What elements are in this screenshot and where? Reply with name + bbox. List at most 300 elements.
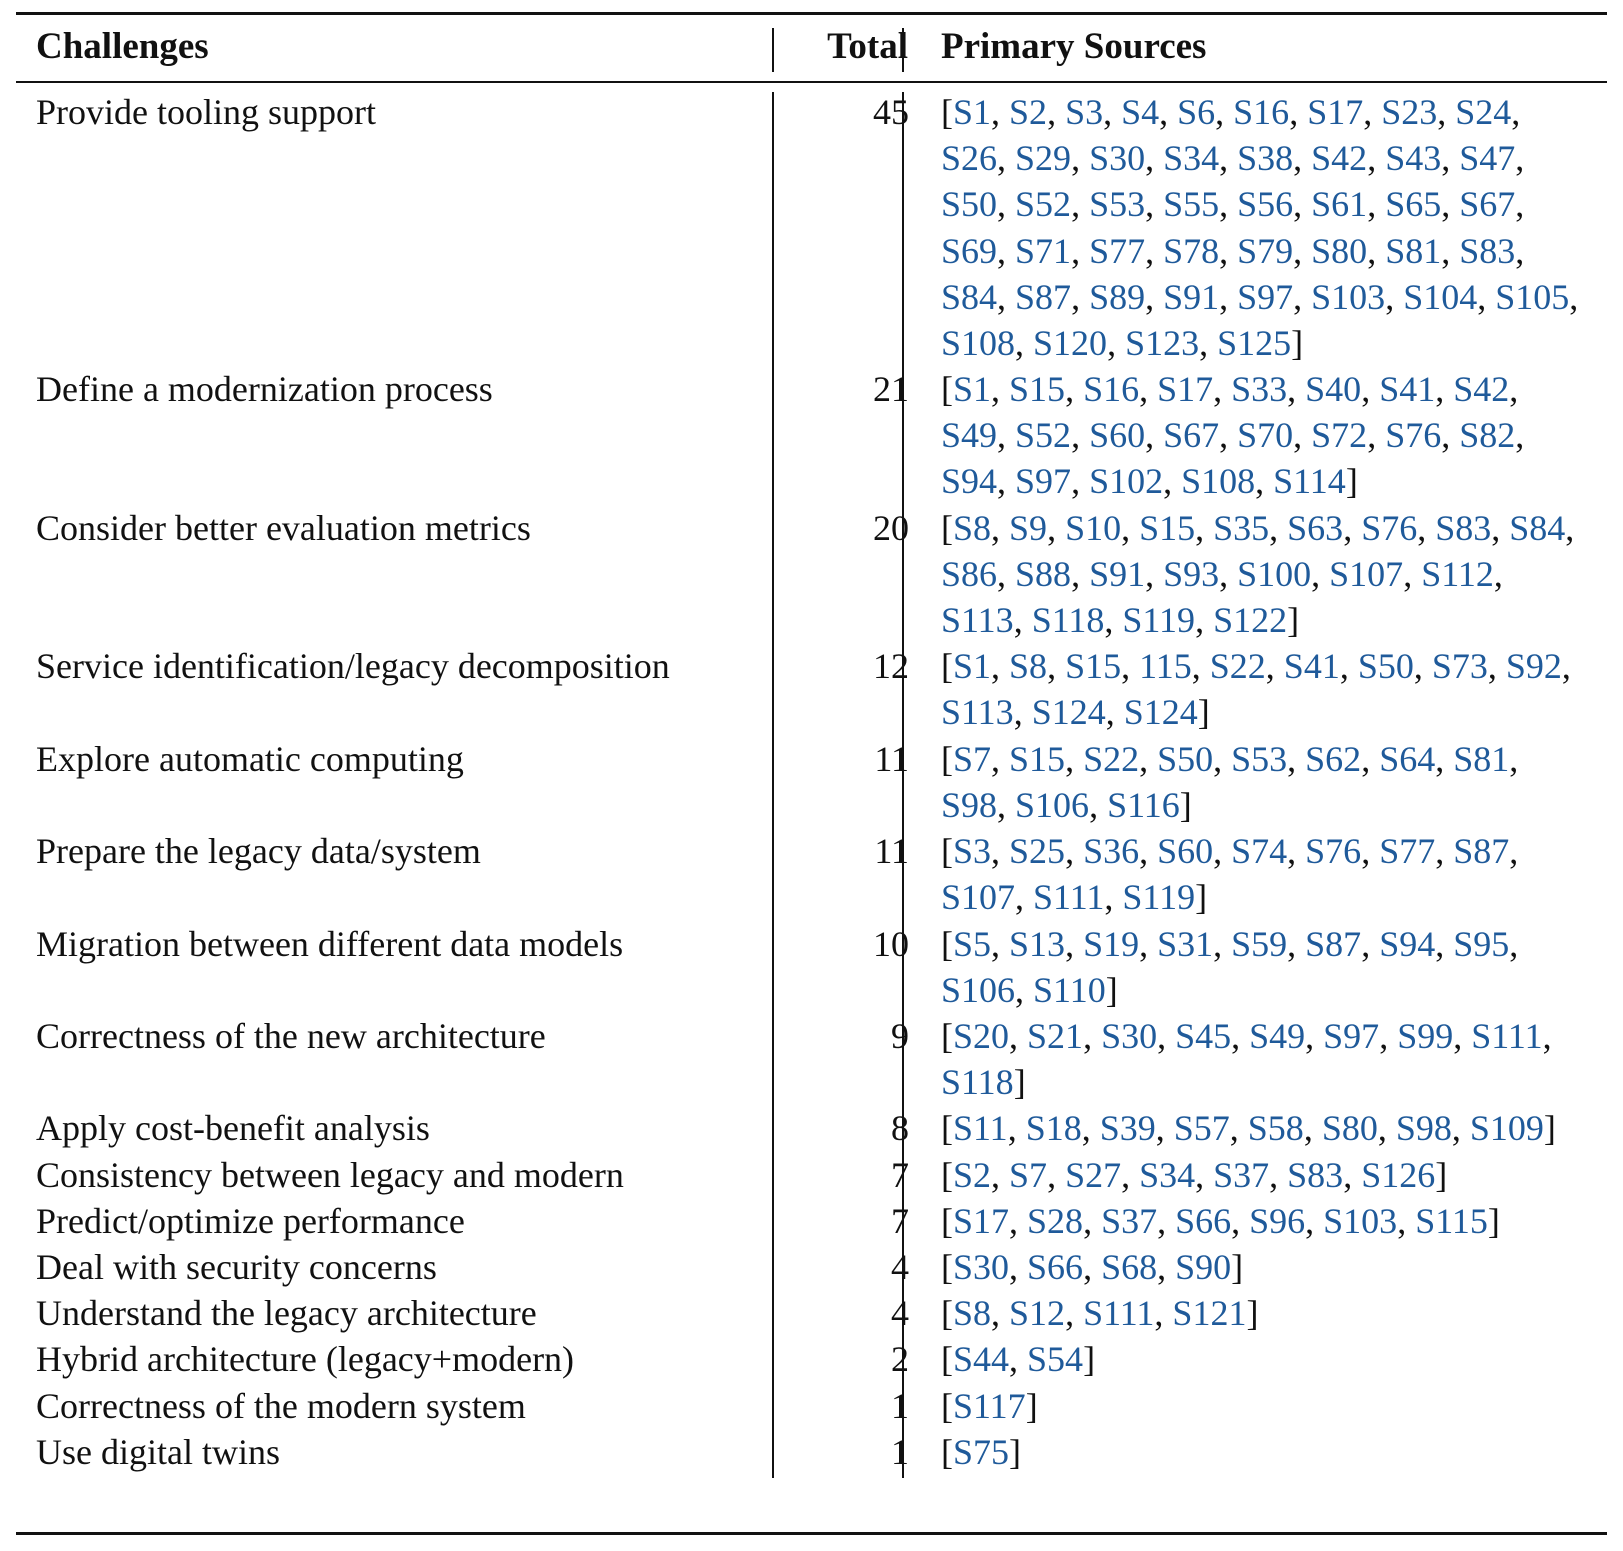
separator: , (1361, 924, 1380, 964)
source-reference-link[interactable]: S113 (941, 600, 1014, 641)
challenge-cell: Prepare the legacy data/system (36, 831, 481, 871)
source-reference-link[interactable]: S109 (1469, 1108, 1544, 1148)
open-bracket: [ (941, 508, 953, 548)
source-reference-link[interactable]: S35 (1213, 508, 1270, 548)
separator: , (1047, 646, 1066, 686)
source-reference-link[interactable]: S8 (1009, 646, 1048, 686)
separator: , (1145, 230, 1164, 271)
source-reference-link[interactable]: S97 (1237, 276, 1294, 317)
source-reference-link[interactable]: S113 (941, 692, 1014, 733)
source-reference-link[interactable]: S73 (1431, 646, 1488, 686)
source-reference-link[interactable]: S16 (1233, 92, 1290, 132)
source-reference-link[interactable]: S13 (1009, 924, 1066, 964)
challenge-cell: Correctness of the modern system (36, 1386, 526, 1426)
source-reference-link[interactable]: S52 (1015, 184, 1072, 225)
open-bracket: [ (941, 1293, 953, 1333)
separator: , (1311, 554, 1330, 595)
source-reference-link[interactable]: S69 (941, 230, 998, 271)
source-reference-link[interactable]: S54 (1027, 1339, 1084, 1379)
open-bracket: [ (941, 92, 953, 132)
separator: , (1435, 831, 1454, 871)
source-reference-link[interactable]: S31 (1157, 924, 1214, 964)
source-reference-link[interactable]: S28 (1027, 1201, 1084, 1241)
source-reference-link[interactable]: S15 (1065, 646, 1122, 686)
source-reference-link[interactable]: S108 (1181, 461, 1256, 502)
source-reference-link[interactable]: S1 (953, 92, 992, 132)
source-reference-link[interactable]: S60 (1089, 415, 1146, 456)
separator: , (1009, 1016, 1028, 1056)
separator: , (1487, 646, 1506, 686)
challenge-cell: Hybrid architecture (legacy+modern) (36, 1339, 575, 1379)
separator: , (1071, 138, 1090, 179)
source-reference-link[interactable]: S114 (1273, 461, 1346, 502)
separator: , (1561, 646, 1571, 686)
source-reference-link[interactable]: S111 (1033, 877, 1105, 918)
close-bracket: ] (1009, 1432, 1022, 1472)
source-reference-link[interactable]: S126 (1361, 1155, 1436, 1195)
separator: , (1047, 1155, 1066, 1195)
source-reference-link[interactable]: S17 (1307, 92, 1364, 132)
close-bracket: ] (1543, 1108, 1556, 1148)
bottom-rule (16, 1532, 1607, 1535)
separator: , (1515, 184, 1525, 225)
source-reference-link[interactable]: S50 (1357, 646, 1414, 686)
source-reference-link[interactable]: S123 (1125, 322, 1200, 363)
total-cell: 11 (874, 831, 909, 871)
source-reference-link[interactable]: S56 (1237, 184, 1294, 225)
source-reference-link[interactable]: S15 (1139, 508, 1196, 548)
challenge-cell: Define a modernization process (36, 369, 493, 409)
source-reference-link[interactable]: S12 (1009, 1293, 1066, 1333)
separator: , (1145, 415, 1164, 456)
source-reference-link[interactable]: S7 (953, 739, 992, 779)
separator: , (1121, 508, 1140, 548)
source-reference-link[interactable]: S106 (1015, 785, 1090, 826)
source-reference-link[interactable]: S68 (1101, 1247, 1158, 1287)
source-reference-link[interactable]: S112 (1421, 554, 1494, 595)
source-reference-link[interactable]: S95 (1453, 924, 1510, 964)
source-reference-link[interactable]: S22 (1209, 646, 1266, 686)
separator: , (1195, 1155, 1214, 1195)
source-reference-link[interactable]: S64 (1379, 739, 1436, 779)
separator: , (1397, 1201, 1416, 1241)
separator: , (991, 92, 1010, 132)
separator: , (1515, 230, 1525, 271)
source-reference-link[interactable]: S17 (1157, 369, 1214, 409)
sources-line (941, 504, 1601, 550)
challenge-cell: Understand the legacy architecture (36, 1293, 537, 1333)
source-reference-link[interactable]: S98 (941, 785, 998, 826)
source-reference-link[interactable]: S102 (1089, 461, 1164, 502)
source-reference-link[interactable]: S57 (1173, 1108, 1230, 1148)
source-reference-link[interactable]: S59 (1231, 924, 1288, 964)
source-reference-link[interactable]: S111 (1471, 1016, 1543, 1056)
source-reference-link[interactable]: S1 (953, 369, 992, 409)
sources-cell (941, 1382, 1601, 1428)
sources-line (941, 1243, 1601, 1289)
source-reference-link[interactable]: S80 (1311, 230, 1368, 271)
source-reference-link[interactable]: S61 (1311, 184, 1368, 225)
separator: , (1145, 276, 1164, 317)
source-reference-link[interactable]: S43 (1385, 138, 1442, 179)
separator: , (1542, 1016, 1552, 1056)
source-reference-link[interactable]: S53 (1089, 184, 1146, 225)
source-reference-link[interactable]: S90 (1175, 1247, 1232, 1287)
source-reference-link[interactable]: S16 (1083, 369, 1140, 409)
source-reference-link[interactable]: S65 (1385, 184, 1442, 225)
source-reference-link[interactable]: S30 (1089, 138, 1146, 179)
sources-line (941, 827, 1601, 873)
source-reference-link[interactable]: S58 (1247, 1108, 1304, 1148)
separator: , (1047, 508, 1066, 548)
close-bracket: ] (1195, 877, 1208, 918)
source-reference-link[interactable]: S87 (1015, 276, 1072, 317)
sources-cell (941, 365, 1601, 504)
source-reference-link[interactable]: S19 (1083, 924, 1140, 964)
source-reference-link[interactable]: S20 (953, 1016, 1010, 1056)
source-reference-link[interactable]: S55 (1163, 184, 1220, 225)
open-bracket: [ (941, 1108, 953, 1148)
source-reference-link[interactable]: S98 (1395, 1108, 1452, 1148)
source-reference-link[interactable]: S15 (1009, 369, 1066, 409)
separator: , (1491, 508, 1510, 548)
source-reference-link[interactable]: S41 (1283, 646, 1340, 686)
source-reference-link[interactable]: S30 (953, 1247, 1010, 1287)
separator: , (1155, 1108, 1174, 1148)
source-reference-link[interactable]: S107 (1329, 554, 1404, 595)
source-reference-link[interactable]: S93 (1163, 554, 1220, 595)
separator: , (1065, 1293, 1084, 1333)
source-reference-link[interactable]: S107 (941, 877, 1016, 918)
source-reference-link[interactable]: S10 (1065, 508, 1122, 548)
separator: , (1065, 924, 1084, 964)
source-reference-link[interactable]: S37 (1101, 1201, 1158, 1241)
separator: , (997, 461, 1016, 502)
source-reference-link[interactable]: S50 (941, 184, 998, 225)
separator: , (1565, 508, 1575, 548)
source-reference-link[interactable]: S108 (941, 322, 1016, 363)
separator: , (1065, 369, 1084, 409)
source-reference-link[interactable]: S94 (1379, 924, 1436, 964)
separator: , (1293, 415, 1312, 456)
sources-line (941, 1151, 1601, 1197)
source-reference-link[interactable]: S84 (941, 276, 998, 317)
separator: , (1435, 369, 1454, 409)
source-reference-link[interactable]: S94 (941, 461, 998, 502)
source-reference-link[interactable]: S105 (1495, 276, 1570, 317)
source-reference-link[interactable]: S76 (1385, 415, 1442, 456)
sources-cell (941, 1012, 1601, 1104)
source-reference-link[interactable]: S17 (953, 1201, 1010, 1241)
source-reference-link[interactable]: S9 (1009, 508, 1048, 548)
source-reference-link[interactable]: S42 (1311, 138, 1368, 179)
separator: , (1104, 600, 1123, 641)
source-reference-link[interactable]: S27 (1065, 1155, 1122, 1195)
separator: , (1071, 415, 1090, 456)
source-reference-link[interactable]: S71 (1015, 230, 1072, 271)
source-reference-link[interactable]: S125 (1217, 322, 1292, 363)
source-reference-link[interactable]: S81 (1453, 739, 1510, 779)
separator: , (1219, 276, 1238, 317)
source-reference-link[interactable]: S24 (1455, 92, 1512, 132)
source-reference-link[interactable]: S21 (1027, 1016, 1084, 1056)
header-challenges: Challenges (36, 26, 209, 67)
source-reference-link[interactable]: S120 (1033, 322, 1108, 363)
source-reference-link[interactable]: S36 (1083, 831, 1140, 871)
source-reference-link[interactable]: S78 (1163, 230, 1220, 271)
source-reference-link[interactable]: S86 (941, 554, 998, 595)
body-divider-1 (772, 92, 774, 1478)
source-reference-link[interactable]: S87 (1305, 924, 1362, 964)
sources-line (941, 1289, 1601, 1335)
source-reference-link[interactable]: S26 (941, 138, 998, 179)
separator: , (1195, 508, 1214, 548)
separator: , (991, 739, 1010, 779)
source-reference-link[interactable]: S3 (1065, 92, 1104, 132)
source-reference-link[interactable]: S83 (1435, 508, 1492, 548)
separator: , (1103, 92, 1122, 132)
sources-line (941, 596, 1601, 642)
source-reference-link[interactable]: S40 (1305, 369, 1362, 409)
source-reference-link[interactable]: S91 (1089, 554, 1146, 595)
close-bracket: ] (1435, 1155, 1448, 1195)
source-reference-link[interactable]: S3 (953, 831, 992, 871)
header-divider-1 (772, 28, 774, 72)
source-reference-link[interactable]: S37 (1213, 1155, 1270, 1195)
source-reference-link[interactable]: S103 (1311, 276, 1386, 317)
open-bracket: [ (941, 646, 953, 686)
source-reference-link[interactable]: S34 (1139, 1155, 1196, 1195)
source-reference-link[interactable]: S67 (1163, 415, 1220, 456)
close-bracket: ] (1246, 1293, 1259, 1333)
source-reference-link[interactable]: S5 (953, 924, 992, 964)
source-reference-link[interactable]: S89 (1089, 276, 1146, 317)
source-reference-link[interactable]: S72 (1311, 415, 1368, 456)
separator: , (1047, 92, 1066, 132)
separator: , (997, 415, 1016, 456)
source-reference-link[interactable]: S96 (1249, 1201, 1306, 1241)
source-reference-link[interactable]: S7 (1009, 1155, 1048, 1195)
source-reference-link[interactable]: S22 (1083, 739, 1140, 779)
source-reference-link[interactable]: S53 (1231, 739, 1288, 779)
separator: , (1289, 92, 1308, 132)
source-reference-link[interactable]: S67 (1459, 184, 1516, 225)
source-reference-link[interactable]: S6 (1177, 92, 1216, 132)
source-reference-link[interactable]: S87 (1453, 831, 1510, 871)
source-reference-link[interactable]: S76 (1361, 508, 1418, 548)
source-reference-link[interactable]: S110 (1033, 970, 1106, 1011)
source-reference-link[interactable]: S124 (1031, 692, 1106, 733)
separator: , (1007, 1108, 1026, 1148)
source-reference-link[interactable]: S2 (1009, 92, 1048, 132)
source-reference-link[interactable]: S45 (1175, 1016, 1232, 1056)
open-bracket: [ (941, 739, 953, 779)
source-reference-link[interactable]: S77 (1089, 230, 1146, 271)
source-reference-link[interactable]: S97 (1015, 461, 1072, 502)
open-bracket: [ (941, 1201, 953, 1241)
source-reference-link[interactable]: S49 (1249, 1016, 1306, 1056)
source-reference-link[interactable]: S60 (1157, 831, 1214, 871)
source-reference-link[interactable]: S103 (1323, 1201, 1398, 1241)
source-reference-link[interactable]: S91 (1163, 276, 1220, 317)
source-reference-link[interactable]: S100 (1237, 554, 1312, 595)
source-reference-link[interactable]: S92 (1505, 646, 1562, 686)
sources-line (941, 457, 1601, 503)
source-reference-link[interactable]: S111 (1083, 1293, 1155, 1333)
source-reference-link[interactable]: S15 (1009, 739, 1066, 779)
source-reference-link[interactable]: S62 (1305, 739, 1362, 779)
source-reference-link[interactable]: S83 (1459, 230, 1516, 271)
separator: , (1139, 369, 1158, 409)
source-reference-link[interactable]: S70 (1237, 415, 1294, 456)
source-reference-link[interactable]: S66 (1027, 1247, 1084, 1287)
separator: , (1013, 600, 1032, 641)
separator: , (1293, 138, 1312, 179)
source-reference-link[interactable]: S11 (953, 1108, 1008, 1148)
source-reference-link[interactable]: S34 (1163, 138, 1220, 179)
sources-line (941, 134, 1601, 180)
separator: , (991, 369, 1010, 409)
source-reference-link[interactable]: S50 (1157, 739, 1214, 779)
source-reference-link[interactable]: S4 (1121, 92, 1160, 132)
separator: , (1435, 739, 1454, 779)
source-reference-link[interactable]: S75 (953, 1432, 1010, 1472)
source-reference-link[interactable]: S118 (941, 1062, 1014, 1103)
close-bracket: ] (1487, 1201, 1500, 1241)
open-bracket: [ (941, 1247, 953, 1287)
source-reference-link[interactable]: S104 (1403, 276, 1478, 317)
source-reference-link[interactable]: S63 (1287, 508, 1344, 548)
source-reference-link[interactable]: S99 (1397, 1016, 1454, 1056)
source-reference-link[interactable]: S74 (1231, 831, 1288, 871)
source-reference-link[interactable]: S23 (1381, 92, 1438, 132)
open-bracket: [ (941, 831, 953, 871)
source-reference-link[interactable]: S80 (1321, 1108, 1378, 1148)
separator: , (1287, 924, 1306, 964)
source-reference-link[interactable]: S81 (1385, 230, 1442, 271)
source-reference-link[interactable]: S29 (1015, 138, 1072, 179)
separator: , (1195, 600, 1214, 641)
separator: , (1015, 877, 1034, 918)
source-reference-link[interactable]: S47 (1459, 138, 1516, 179)
separator: , (1509, 739, 1519, 779)
source-reference-link[interactable]: S124 (1123, 692, 1198, 733)
top-rule (16, 12, 1607, 15)
separator: , (1219, 184, 1238, 225)
source-reference-link[interactable]: S38 (1237, 138, 1294, 179)
source-reference-link[interactable]: S97 (1323, 1016, 1380, 1056)
source-reference-link[interactable]: S41 (1379, 369, 1436, 409)
close-bracket: ] (1013, 1062, 1026, 1103)
source-reference-link[interactable]: S106 (941, 970, 1016, 1011)
sources-line (941, 642, 1601, 688)
source-reference-link[interactable]: S52 (1015, 415, 1072, 456)
source-reference-link[interactable]: S79 (1237, 230, 1294, 271)
separator: , (1509, 924, 1519, 964)
source-reference-link[interactable]: S121 (1172, 1293, 1247, 1333)
source-reference-link[interactable]: S49 (941, 415, 998, 456)
source-reference-link[interactable]: S83 (1287, 1155, 1344, 1195)
source-reference-link[interactable]: S42 (1453, 369, 1510, 409)
separator: , (1343, 1155, 1362, 1195)
source-reference-link[interactable]: S118 (1031, 600, 1105, 641)
source-reference-link[interactable]: S25 (1009, 831, 1066, 871)
source-reference-link[interactable]: S76 (1305, 831, 1362, 871)
source-reference-link[interactable]: S115 (1415, 1201, 1488, 1241)
source-reference-link[interactable]: S119 (1122, 600, 1196, 641)
challenges-table (16, 0, 1607, 1551)
separator: , (1089, 785, 1108, 826)
total-cell: 8 (891, 1108, 909, 1148)
close-bracket: ] (1083, 1339, 1096, 1379)
source-reference-link[interactable]: 115 (1139, 646, 1192, 686)
separator: , (1515, 138, 1525, 179)
separator: , (1569, 276, 1579, 317)
separator: , (1413, 646, 1432, 686)
separator: , (1441, 415, 1460, 456)
separator: , (1219, 138, 1238, 179)
source-reference-link[interactable]: S33 (1231, 369, 1288, 409)
source-reference-link[interactable]: S119 (1122, 877, 1196, 918)
challenge-cell: Migration between different data models (36, 924, 624, 964)
source-reference-link[interactable]: S8 (953, 508, 992, 548)
source-reference-link[interactable]: S39 (1099, 1108, 1156, 1148)
challenge-cell: Explore automatic computing (36, 739, 464, 779)
open-bracket: [ (941, 1016, 953, 1056)
challenge-cell: Consider better evaluation metrics (36, 508, 531, 548)
source-reference-link[interactable]: S30 (1101, 1016, 1158, 1056)
separator: , (1437, 92, 1456, 132)
separator: , (1191, 646, 1210, 686)
separator: , (1071, 184, 1090, 225)
separator: , (1367, 184, 1386, 225)
separator: , (1157, 1201, 1176, 1241)
source-reference-link[interactable]: S66 (1175, 1201, 1232, 1241)
separator: , (1071, 461, 1090, 502)
close-bracket: ] (1105, 970, 1118, 1011)
sources-line (941, 227, 1601, 273)
source-reference-link[interactable]: S18 (1025, 1108, 1082, 1148)
separator: , (1293, 230, 1312, 271)
source-reference-link[interactable]: S8 (953, 1293, 992, 1333)
total-cell: 1 (891, 1432, 909, 1472)
separator: , (991, 646, 1010, 686)
sources-cell (941, 642, 1601, 734)
source-reference-link[interactable]: S84 (1509, 508, 1566, 548)
sources-line (941, 1058, 1601, 1104)
source-reference-link[interactable]: S1 (953, 646, 992, 686)
open-bracket: [ (941, 1386, 953, 1426)
separator: , (1213, 369, 1232, 409)
total-cell: 21 (873, 369, 909, 409)
separator: , (1219, 554, 1238, 595)
open-bracket: [ (941, 1155, 953, 1195)
source-reference-link[interactable]: S2 (953, 1155, 992, 1195)
open-bracket: [ (941, 1432, 953, 1472)
source-reference-link[interactable]: S116 (1107, 785, 1180, 826)
source-reference-link[interactable]: S82 (1459, 415, 1516, 456)
separator: , (1213, 739, 1232, 779)
separator: , (1199, 322, 1218, 363)
source-reference-link[interactable]: S117 (953, 1386, 1026, 1426)
source-reference-link[interactable]: S44 (953, 1339, 1010, 1379)
source-reference-link[interactable]: S77 (1379, 831, 1436, 871)
separator: , (997, 184, 1016, 225)
separator: , (1303, 1108, 1322, 1148)
source-reference-link[interactable]: S122 (1213, 600, 1288, 641)
sources-cell (941, 1104, 1601, 1150)
source-reference-link[interactable]: S88 (1015, 554, 1072, 595)
